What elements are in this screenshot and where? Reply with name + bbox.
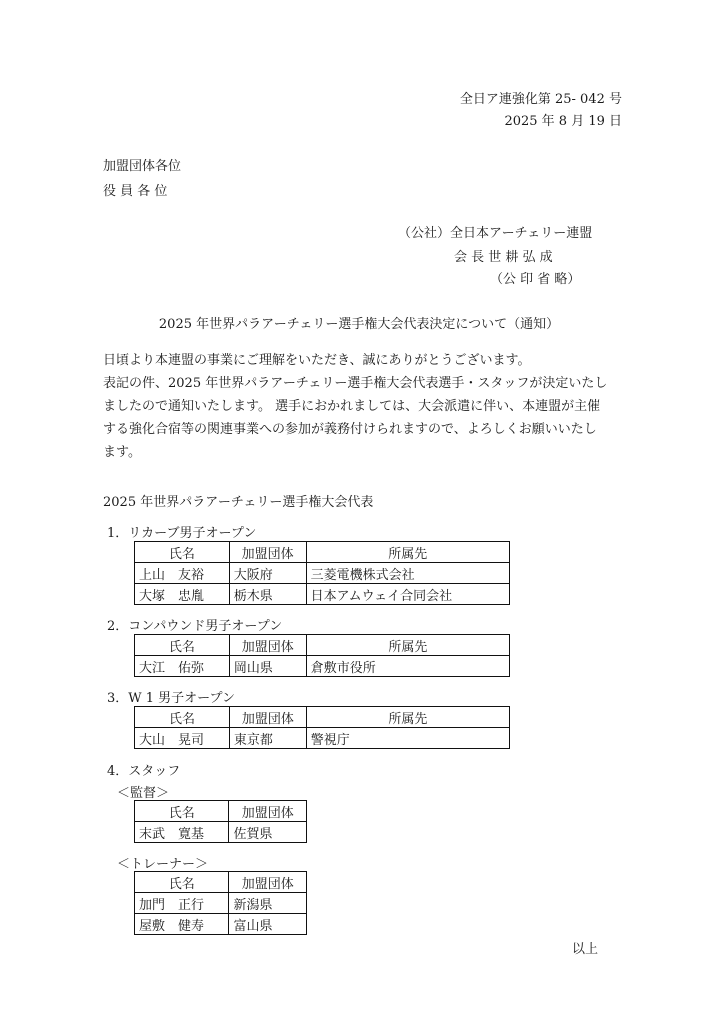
table-row [135,822,307,843]
sender-organization: （公社）全日本アーチェリー連盟 [398,226,593,241]
table-row [135,584,510,605]
category-heading-compound: 2．コンパウンド男子オープン [107,619,283,634]
roster-table-compound [134,634,510,677]
table-header-row [135,801,307,822]
column-header-affiliation: 所属先 [306,707,509,728]
column-header-name: 氏名 [135,801,229,822]
athlete-affiliation: 三菱電機株式会社 [306,563,509,584]
staff-table-coach [134,800,307,843]
recipient-line-1: 加盟団体各位 [103,159,182,174]
body-text [103,349,623,464]
category-heading-staff: 4．スタッフ [107,764,181,779]
column-header-union: 加盟団体 [229,801,307,822]
column-header-name: 氏名 [135,542,230,563]
athlete-union: 大阪府 [229,563,306,584]
athlete-union: 栃木県 [229,584,306,605]
column-header-name: 氏名 [135,872,229,893]
recipient-line-2: 役 員 各 位 [103,184,168,199]
athlete-name: 上山 友裕 [135,563,230,584]
roster-table-w1 [134,706,510,749]
athlete-affiliation: 日本アムウェイ合同会社 [306,584,509,605]
document-date: 2025 年 8 月 19 日 [504,114,622,129]
section-title: 2025 年世界パラアーチェリー選手権大会代表 [103,495,374,510]
column-header-union: 加盟団体 [229,872,307,893]
staff-name: 末武 寛基 [135,822,229,843]
column-header-union: 加盟団体 [229,635,306,656]
staff-table-trainer [134,871,307,935]
category-heading-w1: 3．W 1 男子オープン [107,691,235,706]
column-header-union: 加盟団体 [229,542,306,563]
body-line: する強化合宿等の関連事業への参加が義務付けられますので、よろしくお願いいたし [103,422,597,437]
table-header-row [135,872,307,893]
column-header-name: 氏名 [135,635,230,656]
body-line: ましたので通知いたします。 選手におかれましては、大会派遣に伴い、本連盟が主催 [103,399,601,414]
document-number: 全日ア連強化第 25- 042 号 [459,92,622,107]
closing-mark: 以上 [571,942,598,957]
athlete-union: 東京都 [229,728,306,749]
athlete-affiliation: 警視庁 [306,728,509,749]
official-seal-note: （公 印 省 略） [490,272,581,287]
table-row [135,656,510,677]
staff-union: 新潟県 [229,893,307,914]
staff-group-label-trainer: ＜トレーナー＞ [117,857,209,872]
table-row [135,914,307,935]
athlete-name: 大江 佑弥 [135,656,230,677]
athlete-name: 大塚 忠胤 [135,584,230,605]
roster-table-recurve [134,541,510,605]
body-line: 表記の件、2025 年世界パラアーチェリー選手権大会代表選手・スタッフが決定いたし [103,376,608,391]
staff-union: 富山県 [229,914,307,935]
table-header-row [135,542,510,563]
table-row [135,563,510,584]
body-line: 日頃より本連盟の事業にご理解をいただき、誠にありがとうございます。 [103,353,531,368]
athlete-affiliation: 倉敷市役所 [306,656,509,677]
staff-group-label-coach: ＜監督＞ [117,786,170,801]
body-line: ます。 [103,445,141,460]
table-header-row [135,707,510,728]
column-header-name: 氏名 [135,707,230,728]
column-header-union: 加盟団体 [229,707,306,728]
table-row [135,893,307,914]
staff-union: 佐賀県 [229,822,307,843]
column-header-affiliation: 所属先 [306,542,509,563]
staff-name: 加門 正行 [135,893,229,914]
category-heading-recurve: 1．リカーブ男子オープン [107,526,257,541]
athlete-name: 大山 晃司 [135,728,230,749]
document-subject: 2025 年世界パラアーチェリー選手権大会代表決定について（通知） [158,317,560,332]
column-header-affiliation: 所属先 [306,635,509,656]
athlete-union: 岡山県 [229,656,306,677]
staff-name: 屋敷 健寿 [135,914,229,935]
sender-title: 会 長 世 耕 弘 成 [454,250,553,265]
table-row [135,728,510,749]
table-header-row [135,635,510,656]
